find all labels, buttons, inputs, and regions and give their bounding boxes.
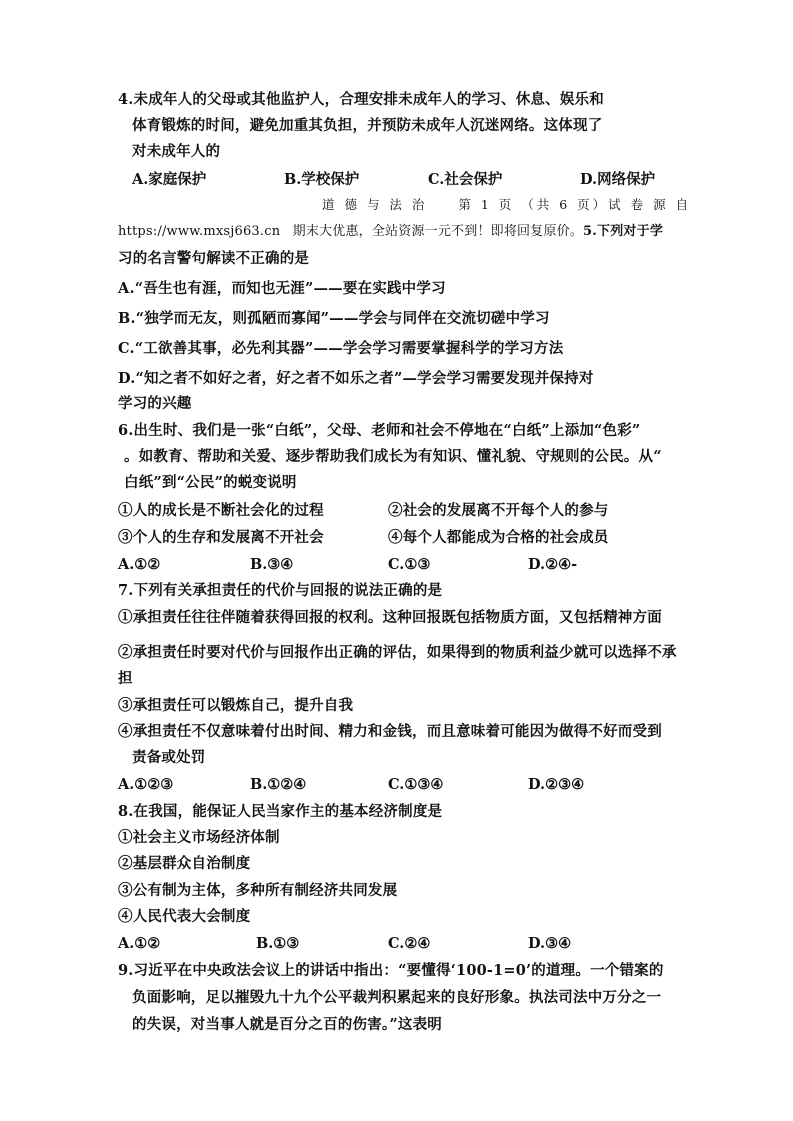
- q7-item-1: ①承担责任往往伴随着获得回报的权利。这种回报既包括物质方面，又包括精神方面: [118, 609, 662, 626]
- q8-item-2: ②基层群众自治制度: [118, 855, 251, 872]
- promo-text: 期末大优惠，全站资源一元不到！即将回复原价。: [292, 224, 584, 239]
- q6-option-d: D.②④-: [528, 556, 578, 573]
- q7-item-2-line1: ②承担责任时要对代价与回报作出正确的评估，如果得到的物质利益少就可以选择不承: [118, 644, 677, 661]
- q8-item-3: ③公有制为主体，多种所有制经济共同发展: [118, 882, 398, 899]
- q4-option-a: A.家庭保护: [132, 171, 207, 188]
- q8-option-b: B.①③: [256, 935, 300, 952]
- q4-option-d: D.网络保护: [580, 171, 656, 188]
- q5-option-c: C.“工欲善其事，必先利其器”——学会学习需要掌握科学的学习方法: [118, 340, 564, 357]
- source-url: https://www.mxsj663.cn: [118, 224, 281, 239]
- q7-item-2-line2: 担: [118, 670, 133, 687]
- q8-option-a: A.①②: [118, 935, 161, 952]
- q6-item-2: ②社会的发展离不开每个人的参与: [388, 502, 609, 519]
- q5-option-a: A.“吾生也有涯，而知也无涯”——要在实践中学习: [118, 280, 446, 297]
- q6-option-c: C.①③: [388, 556, 431, 573]
- q8-option-d: D.③④: [528, 935, 572, 952]
- q6-option-a: A.①②: [118, 556, 161, 573]
- q7-item-3: ③承担责任可以锻炼自己，提升自我: [118, 697, 354, 714]
- q5-option-d-line1: D.“知之者不如好之者，好之者不如乐之者”—学会学习需要发现并保持对: [118, 370, 594, 387]
- q4-option-b: B.学校保护: [284, 171, 360, 188]
- q4-option-c: C.社会保护: [428, 171, 503, 188]
- q7-option-a: A.①②③: [118, 776, 174, 793]
- q6-item-1: ①人的成长是不断社会化的过程: [118, 502, 324, 519]
- q5-option-d-line2: 学习的兴趣: [118, 395, 192, 412]
- source-line: [118, 222, 663, 242]
- q5-line1-tail: 5.下列对于学: [583, 224, 664, 239]
- q7-option-d: D.②③④: [528, 776, 585, 793]
- q6-item-3: ③个人的生存和发展离不开社会: [118, 529, 324, 546]
- q9-line3: 的失误，对当事人就是百分之百的伤害。”这表明: [132, 1016, 442, 1033]
- q8-line1: 8.在我国，能保证人民当家作主的基本经济制度是: [118, 803, 443, 820]
- q9-line2: 负面影响，足以摧毁九十九个公平裁判积累起来的良好形象。执法司法中万分之一: [132, 989, 662, 1006]
- q6-line2: 。如教育、帮助和关爱、逐步帮助我们成长为有知识、懂礼貌、守规则的公民。从“: [124, 448, 662, 465]
- q6-item-4: ④每个人都能成为合格的社会成员: [388, 529, 609, 546]
- q8-item-1: ①社会主义市场经济体制: [118, 829, 280, 846]
- q4-line3: 对未成年人的: [132, 143, 221, 160]
- page-footer: 道 德 与 法 治 第 1 页 （共 6 页）试 卷 源 自: [322, 197, 692, 212]
- q6-option-b: B.③④: [250, 556, 294, 573]
- q4-line2: 体育锻炼的时间，避免加重其负担，并预防未成年人沉迷网络。这体现了: [132, 117, 603, 134]
- q7-option-c: C.①③④: [388, 776, 444, 793]
- q5-line2: 习的名言警句解读不正确的是: [118, 250, 310, 267]
- q5-option-b: B.“独学而无友，则孤陋而寡闻”——学会与同伴在交流切磋中学习: [118, 310, 550, 327]
- q7-item-4-line2: 责备或处罚: [132, 749, 206, 766]
- q6-line3: 白纸”到“公民”的蜕变说明: [124, 474, 297, 491]
- q4-line1: 4.未成年人的父母或其他监护人，合理安排未成年人的学习、休息、娱乐和: [118, 91, 604, 108]
- q8-item-4: ④人民代表大会制度: [118, 908, 251, 925]
- q7-item-4-line1: ④承担责任不仅意味着付出时间、精力和金钱，而且意味着可能因为做得不好而受到: [118, 723, 662, 740]
- q8-option-c: C.②④: [388, 935, 431, 952]
- q7-line1: 7.下列有关承担责任的代价与回报的说法正确的是: [118, 582, 443, 599]
- q6-line1: 6.出生时、我们是一张“白纸”，父母、老师和社会不停地在“白纸”上添加“色彩”: [118, 422, 641, 439]
- q9-line1: 9.习近平在中央政法会议上的讲话中指出：“要懂得‘100-1=0’的道理。一个错案的: [118, 962, 664, 979]
- q7-option-b: B.①②④: [250, 776, 307, 793]
